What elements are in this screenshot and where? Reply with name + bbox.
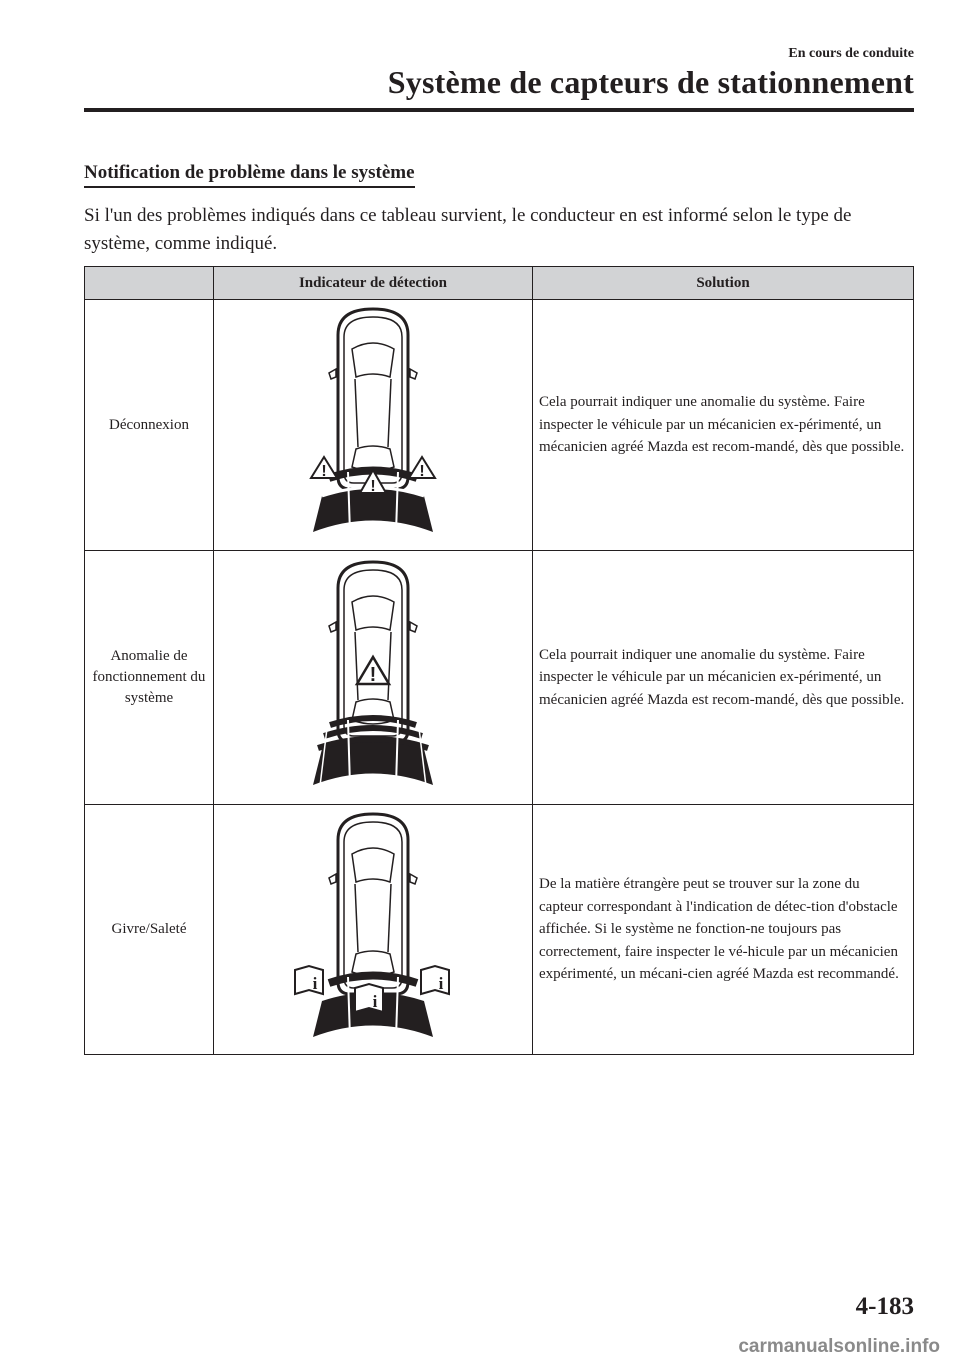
- condition-text: Anomalie de fonctionnement du système: [92, 648, 206, 706]
- condition-text: Déconnexion: [109, 416, 189, 433]
- condition-cell: [85, 300, 214, 551]
- chapter-label: En cours de conduite: [788, 46, 914, 61]
- solution-cell: [533, 300, 914, 551]
- car-system-warning-icon: [298, 560, 448, 796]
- svg-text:!: !: [369, 663, 377, 686]
- svg-text:i: i: [438, 973, 444, 993]
- svg-text:!: !: [419, 463, 425, 480]
- indicator-cell: [214, 805, 533, 1055]
- watermark: carmanualsonline.info: [738, 1336, 940, 1357]
- indicator-cell: [214, 551, 533, 805]
- header-rule: [84, 108, 914, 112]
- book-info-icon-center: [355, 984, 383, 1012]
- indicator-cell: [214, 300, 533, 551]
- svg-text:i: i: [372, 991, 378, 1011]
- solution-text: De la matière étrangère peut se trouver sur la zone du capteur correspondant à l'indication de détec-tion d'obstacle affichée. Si le système ne fonction-ne toujours pas correctement, faire inspecter le vé-hicule par un mécanicien expérimenté, un mécani-cien agréé Mazda est recommandé.: [539, 876, 899, 983]
- car-sensor-warning-icon: [298, 307, 448, 543]
- table-row: [85, 300, 914, 551]
- intro-paragraph: Si l'un des problèmes indiqués dans ce tableau survient, le conducteur en est informé selon le type de système, comme indiqué.: [84, 205, 852, 254]
- solution-text: Cela pourrait indiquer une anomalie du système. Faire inspecter le véhicule par un mécanicien ex-périmenté, un mécanicien agréé Mazda est recom-mandé, dès que possible.: [539, 646, 905, 708]
- car-sensor-info-icon: [293, 812, 453, 1048]
- page-title: Système de capteurs de stationnement: [387, 64, 914, 100]
- table-header-solution: Solution: [533, 267, 914, 300]
- page-number: 4-183: [855, 1293, 914, 1320]
- table-header-row: [85, 267, 914, 300]
- book-info-icon-left: [295, 966, 323, 994]
- solution-cell: [533, 805, 914, 1055]
- solution-text: Cela pourrait indiquer une anomalie du système. Faire inspecter le véhicule par un mécanicien ex-périmenté, un mécanicien agréé Mazda est recom-mandé, dès que possible.: [539, 394, 905, 456]
- condition-cell: [85, 551, 214, 805]
- svg-text:i: i: [312, 973, 318, 993]
- table-header-empty: [85, 267, 214, 300]
- svg-text:!: !: [321, 463, 327, 480]
- table-row: [85, 551, 914, 805]
- solution-cell: [533, 551, 914, 805]
- condition-text: Givre/Saleté: [111, 921, 187, 937]
- svg-text:!: !: [370, 478, 376, 495]
- table-header-indicator: Indicateur de détection: [214, 267, 533, 300]
- table-row: [85, 805, 914, 1055]
- condition-cell: [85, 805, 214, 1055]
- book-info-icon-right: [421, 966, 449, 994]
- problem-table: [84, 266, 914, 1055]
- section-title: Notification de problème dans le système: [84, 162, 415, 188]
